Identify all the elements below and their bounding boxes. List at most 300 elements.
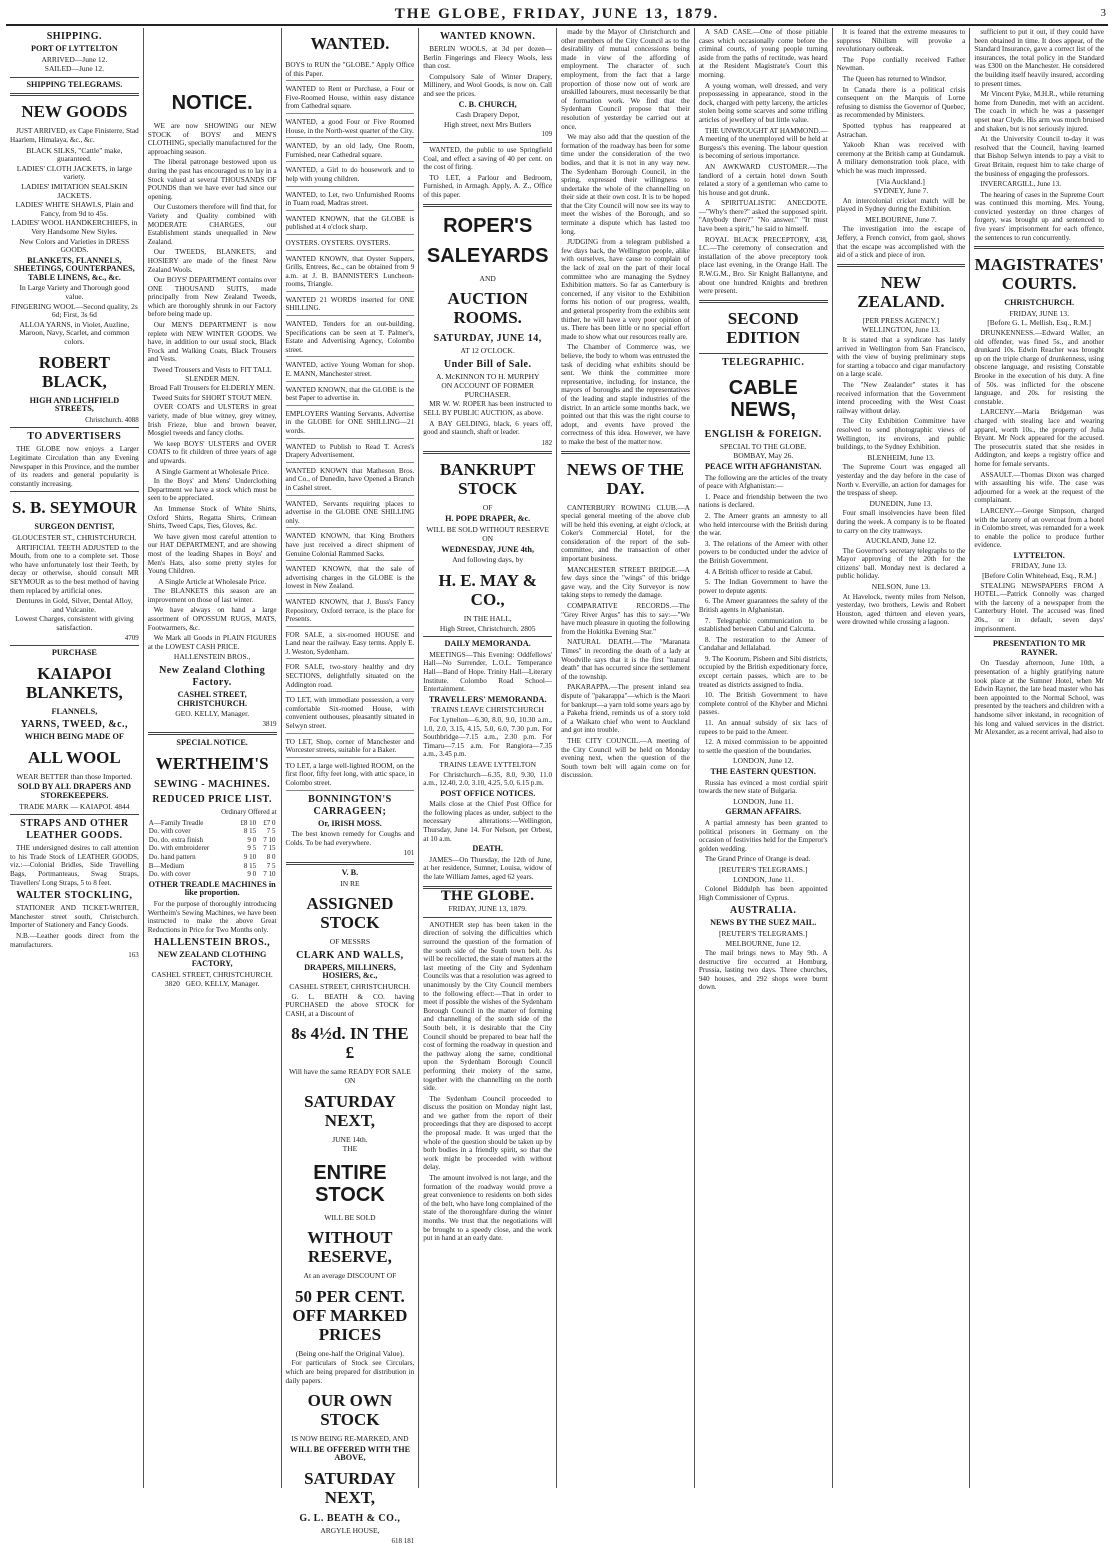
classified-ad: WANTED KNOWN, that Oyster Suppers, Grills, Entrees, &c., can be obtained from 9 a.m. at J. B. BANNISTER'S Luncheon-rooms, Triangle. — [286, 253, 415, 292]
overcoats-text: OVER COATS and ULSTERS in great variety, made of blue witney, grey witney, Irish Frieze, blue and brown beaver, Mosgiel tweeds and fancy cloths. — [147, 403, 277, 438]
in-re: IN RE — [340, 878, 360, 888]
beath-ref: 618 181 — [391, 1536, 415, 1545]
beath-text: G. L. BEATH & CO. having PURCHASED the above STOCK for CASH, at a Discount of — [285, 992, 415, 1018]
column-3 — [282, 28, 420, 1545]
price-label: Do. do. extra finish — [148, 835, 204, 844]
classified-ad: BOYS to RUN the "GLOBE." Apply Office of this Paper. — [286, 59, 415, 81]
original-value: (Being one-half the Original Value). — [295, 1348, 405, 1358]
auckland-date: AUCKLAND, June 12. — [865, 536, 937, 546]
melbourne-date: MELBOURNE, June 12. — [725, 938, 801, 948]
will-be-sold: WILL BE SOLD — [324, 1212, 376, 1222]
gelding-text: A BAY GELDING, black, 6 years off, good and staunch, shaft or leader. — [423, 419, 553, 437]
classified-ad: OYSTERS. OYSTERS. OYSTERS. — [286, 237, 415, 251]
classified-ad: WANTED, a good Four or Five Roomed House, in the North-west quarter of the City. — [286, 116, 415, 138]
press-agency: [PER PRESS AGENCY.] — [862, 315, 940, 325]
post-office-notices: POST OFFICE NOTICES. — [440, 788, 536, 798]
court-case: LARCENY.—Maria Bridgeman was charged with stealing lace and wearing apparel, worth 10s., the property of Julia Bryant. Mr Nock appeared for the accused. The prosecutrix stated that she resides in Addington, and keeps a registry office and home for female servants. — [974, 408, 1104, 468]
seymour-heading: S. B. SEYMOUR — [12, 498, 137, 518]
two-months-text: For the purpose of thoroughly introducing Wertheim's Sewing Machines, we have been instructed to make the above Great Reductions in Price for Two Months only. — [147, 899, 277, 934]
reuters-telegrams: [REUTER'S TELEGRAMS.] — [719, 864, 808, 874]
classified-ad: WANTED, active Young Woman for shop. E. MANN, Manchester street. — [286, 359, 415, 381]
alloa-yarns: ALLOA YARNS, in Violet, Auzline, Maroon, Navy, Scarlet, and common colors. — [19, 319, 130, 347]
broad-fall: Broad Fall Trousers for ELDERLY MEN. — [149, 383, 275, 393]
sydney-text: An intercolonial cricket match will be played in Sydney during the Exhibition. — [836, 196, 966, 214]
boys-ulsters: We keep BOYS' ULSTERS and OVER COATS to fit children of three years of age and upwards. — [147, 439, 277, 465]
single-garment: A Single Garment at Wholesale Price. — [155, 466, 270, 476]
classified-ad: WANTED KNOWN, that the sale of advertising charges in the GLOBE is the lowest in New Zealand. — [286, 563, 415, 594]
price-value: 9 0 — [247, 870, 257, 879]
blankets-note: The BLANKETS this season are an improvement on those of last winter. — [147, 587, 277, 604]
blenheim-date: BLENHEIM, June 13. — [867, 452, 935, 462]
single-article: A Single Article at Wholesale Price. — [158, 576, 267, 586]
the-label: THE — [342, 1144, 358, 1154]
price-label: Do. with cover — [148, 827, 191, 836]
german-affairs: GERMAN AFFAIRS. — [725, 807, 802, 817]
editorial — [423, 921, 552, 1243]
second-edition: SECOND EDITION — [726, 308, 801, 347]
which-being-label: WHICH BEING MADE OF — [24, 732, 124, 742]
tweed-vests: Tweed Trousers and Vests to FIT TALL SLENDER MEN. — [152, 365, 272, 383]
reuters-telegrams-b: [REUTER'S TELEGRAMS.] — [719, 928, 808, 938]
telegraphic: TELEGRAPHIC. — [722, 356, 805, 368]
price-label: Do. with embroiderer — [148, 844, 210, 853]
telegram-paragraphs — [974, 28, 1104, 242]
christchurch-court: CHRISTCHURCH. — [1004, 298, 1075, 308]
saturday-june-14: SATURDAY, JUNE 14, — [433, 333, 542, 345]
saleyards-heading: SALEYARDS — [426, 244, 549, 267]
robert-black-address: HIGH AND LICHFIELD STREETS, — [29, 395, 120, 414]
ladies-jackets: LADIES' CLOTH JACKETS, in large variety. — [16, 163, 132, 182]
pope-draper: H. POPE DRAPER, &c. — [445, 514, 531, 524]
at-noon: AT 12 O'CLOCK. — [460, 346, 515, 356]
clark-walls: CLARK AND WALLS, — [296, 949, 404, 961]
will-be-sold-4: WILL BE SOLD WITHOUT RESERVE — [426, 524, 549, 534]
trains-leave-chch: TRAINS LEAVE CHRISTCHURCH — [431, 705, 544, 715]
classified-ad: WANTED, to Let, two Unfurnished Rooms in Tuam road, Madras street. — [286, 189, 415, 211]
high-street: High street, next Mrs Butlers — [444, 119, 532, 129]
lyttelton-text: STEALING NEWSPAPERS FROM A HOTEL.—Patrick Connolly was charged with the larceny of a newspaper from the Canterbury Hotel. The accused was fined 20s., or in default, seven days' imprisonment. — [974, 581, 1104, 633]
treaty-article: 11. An annual subsidy of six lacs of rupees to be paid to the Ameer. — [698, 719, 828, 736]
lyttelton-date: FRIDAY, June 13. — [1011, 561, 1067, 571]
cash-drapery: Cash Drapery Depot, — [455, 110, 520, 120]
news-item: NATURAL DEATH.—The "Maranata Times" in recording the death of a lady at Woodville says that it is the first "natural death" that has occurred since the settlement of the township. — [561, 638, 690, 681]
in-the-hall: IN THE HALL, — [463, 614, 512, 623]
cable-paragraph: Yakoob Khan was received with ceremony at the British camp at Gundamuk. A military demonstration took place, with which he was much impressed. — [836, 141, 966, 175]
nz-clothing-heading: New Zealand Clothing Factory. — [159, 665, 266, 689]
seymour-title: SURGEON DENTIST, — [34, 522, 115, 532]
bankrupt-of: OF — [482, 503, 493, 513]
price-value: 9 10 — [243, 852, 257, 861]
walter-ref: 163 — [128, 951, 139, 960]
blankets-line: BLANKETS, FLANNELS, SHEETINGS, COUNTERPANES, TABLE LINENS, &c., &c. — [14, 255, 135, 282]
following-days: And following days, by — [452, 555, 524, 565]
seymour-charges: Lowest Charges, consistent with giving satisfaction. — [15, 614, 134, 632]
treaty-article: 9. The Koorum, Pisheen and Sibi districts, occupied by the British expeditionary force, except certain passes, which are to be treated as districts assigned to India. — [698, 654, 828, 689]
classified-ad: TO LET, a large well-lighted ROOM, on the first floor, fifty feet long, with attic space, in Colombo street. — [286, 760, 415, 791]
classified-ad: WANTED KNOWN, that J. Buss's Fancy Repository, Oxford terrace, is the place for Presents. — [286, 596, 415, 627]
price-label: B—Medium — [148, 861, 185, 870]
london-june-11b: LONDON, June 11. — [733, 874, 794, 884]
fifty-per-cent: 50 PER CENT. OFF MARKED PRICES — [292, 1286, 408, 1344]
shirts-text: An Immense Stock of White Shirts, Oxford Shirts, Regatta Shirts, Crimean Shirts, Tweed Caps, Ties, Gloves, &c. — [147, 504, 277, 531]
and-label: AND — [479, 273, 496, 283]
notice-p2: The liberal patronage bestowed upon us during the past has encouraged us to lay in a Stock valued at several THOUSANDS OF POUNDS than we have ever had since our opening. — [147, 158, 277, 201]
classified-ad: WANTED, a Girl to do housework and to help with young children. — [286, 164, 415, 186]
plain-figures: We Mark all Goods in PLAIN FIGURES at the LOWEST CASH PRICE. — [147, 634, 277, 651]
australia-heading: AUSTRALIA. — [730, 905, 797, 917]
classified-ad: WANTED KNOWN, that King Brothers have just received a direct shipment of Genuine Colonial Rammed Sacks. — [286, 530, 415, 561]
treaty-articles — [699, 493, 828, 756]
editorial-paragraph: ANOTHER step has been taken in the direction of solving the difficulties which surround the question of the formation of the south side of the South town belt. As will be recollected, the state of matters at the last meeting of the City and Sydenham Councils was that a resolution was agreed to unanimously by the City Council members to the following effect:—That in order to meet if possible the wishes of the Sydenham Borough Council in the matter of forming and channelling of the south side of the South belt, it is desirable that the City Council should be prepared to bear half the cost of forming the roadway in question and the pathway along the same, conditional upon the Sydenham Borough Council performing their moiety of the same, together with the channelling on the north side. — [423, 920, 553, 1093]
assigned-stock-heading: ASSIGNED STOCK — [306, 894, 394, 933]
death-text: JAMES—On Thursday, the 12th of June, at her residence, Sumner, Louisa, widow of the late William James, aged 62 years. — [423, 855, 553, 882]
nelson-date: NELSON, June 13. — [871, 582, 931, 592]
treaty-article: 1. Peace and friendship between the two nations is declared. — [698, 492, 828, 510]
classified-ad: WANTED to Publish to Read T. Acres's Drapery Advertisement. — [286, 441, 415, 463]
classified-ad: WANTED KNOWN, that the GLOBE is the best Paper to advertise in. — [286, 384, 415, 406]
classified-ad: TO LET, Shop, corner of Manchester and Worcester streets, suitable for a Baker. — [286, 736, 415, 758]
ref-182: 182 — [541, 438, 553, 447]
mckinnon: A. McKINNON TO H. MURPHY — [435, 371, 540, 381]
all-wool-heading: ALL WOOL — [28, 747, 121, 767]
wednesday: WEDNESDAY, JUNE 4th, — [441, 544, 535, 554]
may-co: H. E. MAY & CO., — [438, 571, 537, 609]
spiritualistic: A SPIRITUALISTIC ANECDOTE.—"Why's there?" asked the supposed spirit. "Anybody there?" "No answer." "It must have been a spirit," he said to himself. — [698, 199, 828, 234]
on-label: ON — [482, 534, 494, 544]
royal-black: ROYAL BLACK PRECEPTORY, 438, I.C.—The ceremony of consecration and installation of the above preceptory took place last evening, in the Orange Hall. The R.W.G.M., Bro. Sir Knight Ballantyne, and about one hundred Knights and brethren were present. — [698, 235, 828, 296]
bombay-date: BOMBAY, May 26. — [733, 451, 794, 461]
column-1 — [6, 28, 144, 1488]
notice-p6: Our MEN'S DEPARTMENT is now replete with NEW WINTER GOODS. We have, in addition to our usual stock, Black Frock and Walking Coats, Black Trousers and Vests. — [147, 321, 277, 364]
wear-better: WEAR BETTER than those Imported. — [16, 771, 133, 781]
carrageen-ref: 101 — [403, 849, 415, 858]
london-june-11: LONDON, June 11. — [733, 796, 794, 806]
nelson-text: At Havelock, twenty miles from Nelson, yesterday, two brothers, Lewis and Robert Houston, aged thirteen and eleven years, were drowned while crossing a lagoon. — [836, 592, 966, 627]
wool-handkerchiefs: LADIES' WOOL HANDKERCHIEFS, in Very Handsome New Styles. — [11, 218, 138, 236]
treaty-article: 8. The restoration to the Ameer of Candahar and Jellalabad. — [698, 635, 828, 653]
opossum-text: We have always on hand a large assortment of OPOSSUM RUGS, MATS, Footwarmers, &c. — [147, 606, 277, 632]
court-before: [Before G. L. Mellish, Esq., R.M.] — [987, 318, 1092, 328]
average-discount: At an average DISCOUNT OF — [303, 1271, 397, 1281]
court-date: FRIDAY, JUNE 13. — [1009, 308, 1069, 318]
sailed-label: SAILED—June 12. — [44, 64, 104, 74]
seymour-address: GLOUCESTER ST., CHRISTCHURCH. — [12, 532, 137, 542]
news-items — [561, 504, 690, 780]
entire-stock-heading: ENTIRE STOCK — [313, 1161, 387, 1206]
seymour-text: ARTIFICIAL TEETH ADJUSTED to the Mouth, from one to a complete set. Those who have unfortunately lost their Teeth, by decay or otherwise, should consult MR SEYMOUR as to the best method of having them replaced by artificial ones. — [10, 543, 139, 595]
globe-date: FRIDAY, JUNE 13, 1879. — [448, 904, 527, 914]
cable-paragraph: It is feared that the extreme measures to suppress Nihilism will provoke a revolutionary outbreak. — [836, 28, 966, 54]
globe-title: THE GLOBE. — [440, 888, 535, 904]
treaty-intro: The following are the articles of the treaty of peace with Afghanistan:— — [698, 473, 828, 491]
price-value: 8 15 — [243, 827, 257, 836]
cable-paragraphs — [837, 28, 966, 176]
column-7 — [833, 28, 971, 1488]
winter-drapery: Compulsory Sale of Winter Drapery, Millinery, and Wool Goods, is now on. Call and see the prices. — [423, 72, 553, 98]
mercery-text: In the Boys' and Mens' Underclothing Department we have a stock which must be seen to be appreciated. — [147, 477, 277, 503]
advertisers-text: THE GLOBE now enjoys a Larger Legitimate Circulation than any Evening Newspaper in this Province, and the number of its readers and general popularity is constantly increasing. — [10, 445, 139, 488]
editorial-paragraph: The amount involved is not large, and the formation of the roadway would prove a great convenience to residents on both sides of the belt, who have long complained of the state of the thoroughfare during the winter months. We trust that the negotiations will be brought to a speedy close, and the work put in hand at an early date. — [423, 1174, 553, 1243]
news-item: MANCHESTER STREET BRIDGE.—A few days since the "wings" of this bridge gave way, and the City Surveyor is now taking steps to remedy the damage. — [561, 565, 690, 600]
price-row — [148, 844, 277, 853]
seymour-materials: Dentures in Gold, Silver, Dental Alloy, and Vulcanite. — [16, 596, 133, 614]
price-row — [148, 853, 277, 862]
price-row — [148, 836, 277, 845]
cable-paragraph: The Pope cordially received Father Newman. — [836, 55, 966, 73]
argyle-house: ARGYLE HOUSE, — [320, 1526, 380, 1536]
wanted-known-heading: WANTED KNOWN. — [439, 31, 536, 42]
our-own-stock: OUR OWN STOCK — [307, 1391, 393, 1430]
robert-black-city: Christchurch. — [85, 415, 124, 424]
telegram-paragraph: Mr Vincent Pyke, M.H.R., while returning home from Dunedin, met with an accident. The coach in which he was a passenger upset near Clyde. His arm was much bruised and shaken, but is not seriously injured. — [974, 90, 1104, 133]
notice-heading: NOTICE. — [171, 92, 253, 114]
berlin-wools: BERLIN WOOLS, at 3d per dozen—Berlin Fingerings and Fleecy Wools, less than cost. — [423, 45, 553, 71]
court-case: ASSAULT.—Thomas Dixon was charged with assaulting his wife. The case was adjourned for a week at the request of the complainant. — [974, 470, 1104, 505]
orange-text: The Grand Prince of Orange is dead. — [704, 855, 811, 864]
price-value: 7 5 — [266, 861, 276, 870]
bankrupt-stock: BANKRUPT STOCK — [439, 460, 536, 499]
english-foreign: ENGLISH & FOREIGN. — [704, 428, 822, 440]
treaty-article: 4. A British officer to reside at Cabul. — [704, 567, 813, 576]
column-8 — [970, 28, 1108, 1488]
price-value: 7 10 — [263, 870, 276, 879]
trains-chch-text: For Lyttelton—6.30, 8.0, 9.0, 10.30 a.m., 1.0, 2.0, 3.15, 4.15, 5.0, 6.0, 7.30 p.m. For Southbridge—7.15 a.m., 2.30 p.m. For Timaru—7.15 a.m. For Rangiora—7.35 a.m., 3.45 p.m. — [423, 715, 553, 759]
arrived-label: ARRIVED—June 12. — [41, 54, 108, 64]
shipping-telegrams-heading: SHIPPING TELEGRAMS. — [26, 79, 123, 89]
walter-nb: N.B.—Leather goods direct from the manufacturers. — [10, 932, 139, 949]
german-text: A partial amnesty has been granted to political prisoners in Germany on the occasion of festivities held for the Emperor's golden wedding. — [698, 818, 828, 853]
editorial-continued — [561, 28, 690, 447]
wertheim-heading: WERTHEIM'S — [155, 754, 269, 773]
auckland-text: The Governor's secretary telegraphs to the Mayor approving of the 20th for the citizens' ball. Monday next is declared a public holiday. — [836, 546, 966, 581]
dunedin-date: DUNEDIN, June 13. — [869, 498, 933, 508]
other-treadle: OTHER TREADLE MACHINES in like proportion. — [148, 879, 276, 898]
peace-heading: PEACE WITH AFGHANISTAN. — [705, 462, 822, 471]
editorial-paragraph: The Sydenham Council proceeded to discuss the position on Monday night last, and we gather from the report of their proceedings that they are disposed to accept the proposal made. It was urged that the whole of the question should be taken up by both bodies in a friendly spirit, so that the work might be proceeded with without delay. — [423, 1094, 553, 1172]
treaty-article: 2. The Ameer grants an amnesty to all who held intercourse with the British during the war. — [698, 511, 828, 538]
price-value: 7 10 — [263, 835, 276, 844]
dunedin-text: Four small insolvencies have been filed during the week. A company is to be floated to carry on the city tramways. — [836, 509, 966, 535]
hallenstein-bottom: HALLENSTEIN BROS., — [154, 937, 271, 949]
classified-ad: WANTED to Rent or Purchase, a Four or Five-Roomed House, within easy distance from Cathedral square. — [286, 83, 415, 114]
high-st-chch: High Street, Christchurch. — [439, 623, 519, 633]
parlour-to-let: TO LET, a Parlour and Bedroom, Furnished, in Armagh. Apply, A. Z., Office of this paper. — [423, 173, 553, 199]
price-value: 9 5 — [247, 844, 257, 853]
kaiapoi-heading: KAIAPOI BLANKETS, — [25, 663, 123, 702]
city-exhibition: The City Exhibition Committee have resolved to send photographic views of Wellington, its environs, and public buildings, to the Sydney Exhibition. — [836, 417, 966, 452]
treaty-article: 5. The Indian Government to have the power to depute agents. — [698, 578, 828, 595]
hallenstein-top: HALLENSTEIN BROS., — [173, 652, 251, 662]
news-by-mail: NEWS BY THE SUEZ MAIL. — [710, 918, 817, 928]
trains-leave-lyttelton: TRAINS LEAVE LYTTELTON — [439, 759, 536, 769]
seymour-ref: 4709 — [124, 633, 139, 642]
memoranda-text: MEETINGS—This Evening: Oddfellows' Hall—No Surrender, L.O.L. Temperance Hall—Band of Hope. Trinity Hall—Literary Institute. Colombo Road School—Entertainment. — [423, 650, 553, 694]
straps-heading: STRAPS AND OTHER LEATHER GOODS. — [20, 818, 129, 842]
post-office-text: Mails close at the Chief Post Office for the following places as under, subject to the necessary alterations:—Wellington, Thursday, June 14. For Nelson, per Orbest, at 10 a.m. — [423, 800, 553, 843]
yarns-tweed-heading: YARNS, TWEED, &c., — [20, 719, 129, 731]
walter-text: STATIONER AND TICKET-WRITER, Manchester street south, Christchurch. Importer of Stationery and Fancy Goods. — [10, 904, 139, 930]
news-item: THE CITY COUNCIL.—A meeting of the City Council will be held on Monday evening next, when the question of the South town belt will again come on for discussion. — [561, 736, 690, 780]
advertisers-heading: TO ADVERTISERS — [27, 431, 122, 443]
presentation-heading: PRESENTATION TO MR RAYNER. — [992, 639, 1086, 657]
wanted-heading: WANTED. — [310, 34, 390, 53]
notice-p1: WE are now SHOWING our NEW STOCK of BOYS' and MEN'S CLOTHING, specially manufactured for the approaching season. — [147, 122, 277, 156]
treaty-article: 12. A mixed commission to be appointed to settle the question of the boundaries. — [698, 738, 828, 755]
robert-black-heading: ROBERT BLACK, — [38, 352, 110, 391]
june-14: JUNE 14th. — [332, 1134, 368, 1144]
without-reserve: WITHOUT RESERVE, — [307, 1228, 393, 1267]
price-row — [148, 870, 277, 879]
saturday-heading: SATURDAY NEXT, — [304, 1091, 396, 1130]
shipping-heading: SHIPPING. — [46, 31, 103, 42]
under-bill: Under Bill of Sale. — [443, 358, 532, 370]
cashel-bottom: CASHEL STREET, CHRISTCHURCH. — [151, 969, 273, 979]
lyttelton-court: LYTTELTON. — [1013, 550, 1065, 560]
classified-ad: TO LET, with immediate possession, a very comfortable Six-roomed House, with convenient outhouses, pleasantly situated in Selwyn street. — [286, 694, 415, 733]
flannels-label: FLANNELS, — [51, 706, 98, 716]
mail-text: The mail brings news to May 9th. A destructive fire occurred at Homburg, Prussia, lasting two days. Three churches, 940 houses, and 292 shops were burnt down. — [698, 949, 828, 992]
news-item: COMPARATIVE RECORDS.—The "Grey River Argus" has this to say:—"We have much pleasure in quoting the following from the Hokitika Evening Star." — [561, 602, 690, 636]
kelly-bottom: GEO. KELLY, Manager. — [185, 979, 260, 989]
melbourne-date-7: MELBOURNE, June 7. — [865, 214, 937, 224]
court-cases — [974, 329, 1104, 550]
young-woman: A young woman, well dressed, and very prepossessing in appearance, stood in the dock, charged with petty larceny, the articles stolen being some scarves and some trifling articles of jewellery of but little value. — [698, 81, 828, 124]
trade-ref: 4844 — [114, 801, 130, 811]
melbourne-text: The investigation into the escape of Jeffery, a French convict, from gaol, shows that the escape was accomplished with the aid of a stick and piece of iron. — [836, 225, 966, 260]
walter-heading: WALTER STOCKLING, — [16, 890, 133, 902]
drapers-label: DRAPERS, MILLINERS, HOSIERS, &c., — [304, 962, 396, 981]
cashel-street-3: CASHEL STREET, CHRISTCHURCH. — [289, 981, 411, 991]
ref-3819: 3819 — [262, 719, 277, 728]
notice-p3: Our Customers therefore will find that, for Variety and Quality combined with MODERATE CHARGES, our Establishment stands unequalled in New Zealand. — [147, 203, 277, 246]
ordinary-offered: Ordinary Offered at — [221, 808, 277, 816]
wellington-text: It is stated that a syndicate has lately arrived in Wellington from San Francisco, with the view of buying preliminary steps for starting a tobacco and cigar manufactory on a large scale. — [836, 336, 966, 379]
daily-memoranda: DAILY MEMORANDA. — [444, 639, 531, 649]
classified-ad: WANTED, by an old lady, One Room, Furnished, near Cathedral square. — [286, 140, 415, 162]
factory-label: NEW ZEALAND CLOTHING FACTORY, — [157, 950, 267, 968]
court-case: LARCENY.—George Simpson, charged with the larceny of an overcoat from a hotel in Colombo street, was remanded for a week to enable the police to produce further evidence. — [974, 506, 1104, 550]
price-value: 8 15 — [243, 861, 257, 870]
telegram-paragraph: INVERCARGILL, June 13. — [980, 180, 1062, 189]
port-heading: PORT OF LYTTELTON — [30, 44, 118, 53]
lyttelton-before: [Before Colin Whitehead, Esq., R.M.] — [982, 571, 1097, 581]
sad-case: A SAD CASE.—One of those pitiable cases which occasionally come before the criminal courts, of young people turning aside from the paths of rectitude, was heard at the Resident Magistrate's Court this morning. — [698, 28, 828, 79]
ref-2805: 2805 — [520, 623, 536, 633]
carrageen-text: The best known remedy for Coughs and Colds. To be had everywhere. — [285, 830, 415, 847]
price-label: A—Family Treadle — [148, 818, 204, 827]
price-label: Do. with cover — [148, 870, 191, 879]
telegram-paragraph: At the University Council to-day it was resolved that the Council, having learned that Bishop Selwyn intends to pay a visit to Great Britain, request him to take charge of the business of engaging the professors. — [974, 135, 1104, 178]
news-of-the-day: NEWS OF THE DAY. — [566, 459, 685, 498]
cable-paragraph: The Queen has returned to Windsor. — [842, 74, 947, 83]
treaty-article: 10. The British Government to have complete control of the Khyber and Michni passes. — [698, 691, 828, 717]
white-shawls: LADIES' WHITE SHAWLS, Plain and Fancy, from 9d to 45s. — [15, 200, 134, 218]
tweed-suits: Tweed Suits for SHORT STOUT MEN. — [152, 392, 272, 402]
hat-dept: We have given most careful attention to our HAT DEPARTMENT, and are showing most of the leading Shapes in Boys' and Men's Hats, also some pretty styles for Young Children. — [147, 532, 277, 576]
telegram-paragraph: The hearing of cases in the Supreme Court was continued this morning. Mrs. Young, convicted yesterday on three charges of forgery, was brought up and sentenced to five years' imprisonment for each offence, the sentences to run concurrently. — [974, 190, 1104, 242]
editorial-paragraph: We may also add that the question of the formation of the roadway has been for some time under the consideration of the two bodies, and that it is not in any way new. The Sydenham Borough Council, in the spring, expressed their willingness to undertake the whole of the channelling on their side at their own cost. It is to be hoped that the City Council will now see its way to meet the wishes of the Borough, and so terminate a dispute which has lasted too long. — [561, 133, 690, 236]
special-notice: SPECIAL NOTICE. — [176, 738, 248, 748]
will-be-ready: Will have the same READY FOR SALE ON — [288, 1067, 411, 1085]
price-row — [148, 819, 277, 828]
column-2 — [144, 28, 282, 1488]
special-to-globe: SPECIAL TO THE GLOBE. — [719, 441, 807, 451]
treaty-article: 7. Telegraphic communication to be established between Cabul and Calcutta. — [698, 616, 828, 634]
classified-ad: WANTED, Servants requiring places to advertise in the GLOBE ONE SHILLING only. — [286, 498, 415, 529]
re-marked: IS NOW BEING RE-MARKED, AND — [291, 1434, 409, 1444]
carrageen-sub: Or, IRISH MOSS. — [317, 818, 382, 828]
sealskin-jackets: LADIES' IMITATION SEALSKIN JACKETS. — [21, 181, 128, 200]
cable-news: CABLE NEWS, — [728, 376, 798, 421]
classified-ad: WANTED, Tenders for an out-building. Specifications can be seen at T. Palmer's, Estate and Advertising Agency, Colombo street. — [286, 318, 415, 357]
classified-ad: WANTED 21 WORDS inserted for ONE SHILLING. — [286, 294, 415, 316]
new-goods-text: JUST ARRIVED, ex Cape Finisterre, Stad Haarlem, Himalaya, &c., &c. — [10, 127, 139, 144]
ref-109: 109 — [541, 130, 553, 139]
offered-with: WILL BE OFFERED WITH THE ABOVE, — [289, 1444, 411, 1463]
editorial-paragraph: made by the Mayor of Christchurch and other members of the City Council as to the desirability of mutual concessions being made in view of the affording of employment. The character of such employment, from the fact that a large proportion of those now out of work are unskilled labourers, must necessarily be that of formation work. We find that the Sydenham Council propose that their resolution of yesterday be carried out at once. — [561, 28, 690, 131]
cashel-street: CASHEL STREET, CHRISTCHURCH. — [177, 690, 248, 708]
via-auckland: [Via Auckland.] — [877, 176, 925, 186]
sydney-date: SYDNEY, June 7. — [873, 186, 929, 196]
roper-text: MR W. W. ROPER has been instructed to SELL BY PUBLIC AUCTION, as above. — [423, 400, 553, 418]
kelly-manager: GEO. KELLY, Manager. — [175, 709, 250, 719]
robert-black-ref: 4088 — [124, 415, 139, 424]
classified-ad: FOR SALE, a six-roomed HOUSE and Land near the railway. Easy terms. Apply E. J. Weston, Sydenham. — [286, 629, 415, 660]
page-number: 3 — [1100, 7, 1106, 19]
wanted-ads-list — [286, 59, 415, 791]
trains-lyttelton-text: For Christchurch—6.35, 8.0, 9.30, 11.0 a.m., 12.40, 2.0, 3.10, 4.25, 5.0, 6.15 p.m. — [423, 770, 553, 788]
new-goods-heading: NEW GOODS — [21, 102, 128, 122]
saturday-next: SATURDAY NEXT, — [304, 1469, 396, 1508]
notice-p5: Our BOYS' DEPARTMENT contains over ONE THOUSAND SUITS, made principally from New Zealand Tweeds, which are thoroughly shrunk in our Factory before being made up. — [147, 276, 277, 319]
travellers-memoranda: TRAVELLERS' MEMORANDA. — [428, 694, 547, 704]
court-case: DRUNKENNESS.—Edward Waller, an old offender, was fined 5s., and another drunkard 10s. Edwin Reacher was brought up on the triple charge of drunkenness, using obscene language, and resisting Constable Brooke in the execution of his duty. A fine of 50s. was inflicted for the obscene language, and 20s. for resisting the constable. — [974, 329, 1104, 406]
column-4 — [419, 28, 557, 1488]
cable-paragraph: In Canada there is a political crisis consequent on the Marquis of Lorne refusing to dismiss the Governor of Quebec, as recommended by Ministers. — [836, 85, 966, 120]
eastern-text: Russia has evinced a most cordial spirit towards the new state of Bulgaria. — [698, 778, 828, 796]
cable-paragraph: Spotted typhus has reappeared at Astrachan. — [836, 121, 966, 139]
auction-rooms: AUCTION ROOMS. — [447, 289, 528, 328]
magistrates-courts: MAGISTRATES' COURTS. — [974, 255, 1104, 294]
springfield-coal: WANTED, the public to use Springfield Coal, and effect a saving of 40 per cent. on the cost of firing. — [423, 145, 553, 172]
biddulph-text: Colonel Biddulph has been appointed High Commissioner of Cyprus. — [698, 885, 828, 902]
particulars-text: For particulars of Stock see Circulars, which are being prepared for distribution in daily papers. — [285, 1359, 415, 1385]
death-heading: DEATH. — [472, 844, 503, 854]
blenheim-text: The Supreme Court was engaged all yesterday and the day before in the case of North v. Everville, an action for damages for the trespass of sheep. — [836, 463, 966, 498]
news-item: CANTERBURY ROWING CLUB.—A special general meeting of the above club will be held this evening, at eight o'clock, at Coker's Commercial Hotel, for the consideration of the report of the sub-committee, and the transaction of other important business. — [561, 503, 690, 564]
carrageen-heading: BONNINGTON'S CARRAGEEN; — [308, 793, 392, 817]
on-account: ON ACCOUNT OF FORMER PURCHASER. — [441, 381, 534, 399]
sold-by: SOLD BY ALL DRAPERS AND STOREKEEPERS. — [17, 782, 132, 801]
trade-mark: TRADE MARK — KAIAPOI. — [19, 801, 113, 811]
classified-ad: EMPLOYERS Wanting Servants, Advertise in the GLOBE for ONE SHILLING—21 words. — [286, 408, 415, 439]
price-table — [148, 819, 277, 879]
purchase-label: PURCHASE — [51, 648, 97, 658]
of-messrs: OF MESSRS — [329, 937, 371, 947]
price-value: £7 0 — [263, 818, 276, 827]
black-silks: BLACK SILKS, "Cattle" make, guaranteed. — [26, 145, 123, 164]
church-name: C. B. CHURCH, — [458, 99, 517, 109]
editorial-paragraph: JUDGING from a telegram published a few days back, the Wellington people, alike with ourselves, have cause to complain of the lack of zeal on the part of their local committee who are managing the Sydney Exhibition matters. So far as Canterbury is concerned, if any visitor to the Exhibition forms his notion of our progress, wealth, and general prosperity from the exhibits sent thither, he will have a very poor opinion of us. There has been little or no special effort made to show what our resources really are. — [561, 238, 690, 341]
va-b: V. B. — [341, 867, 359, 877]
newspaper-title: THE GLOBE, FRIDAY, JUNE 13, 1879. — [394, 6, 720, 22]
price-value: 9 0 — [247, 835, 257, 844]
reduced-price-list: REDUCED PRICE LIST. — [152, 794, 272, 805]
awkward-customer: AN AWKWARD CUSTOMER.—The landlord of a certain hotel down South related a story of a gentleman who came to his house and got drunk. — [698, 162, 828, 197]
column-5 — [557, 28, 695, 1488]
nz-exhibit: The "New Zealander" states it has received information that the Government intend proceeding with the West Coast railway without delay. — [836, 381, 966, 415]
price-value: 7 5 — [266, 827, 276, 836]
